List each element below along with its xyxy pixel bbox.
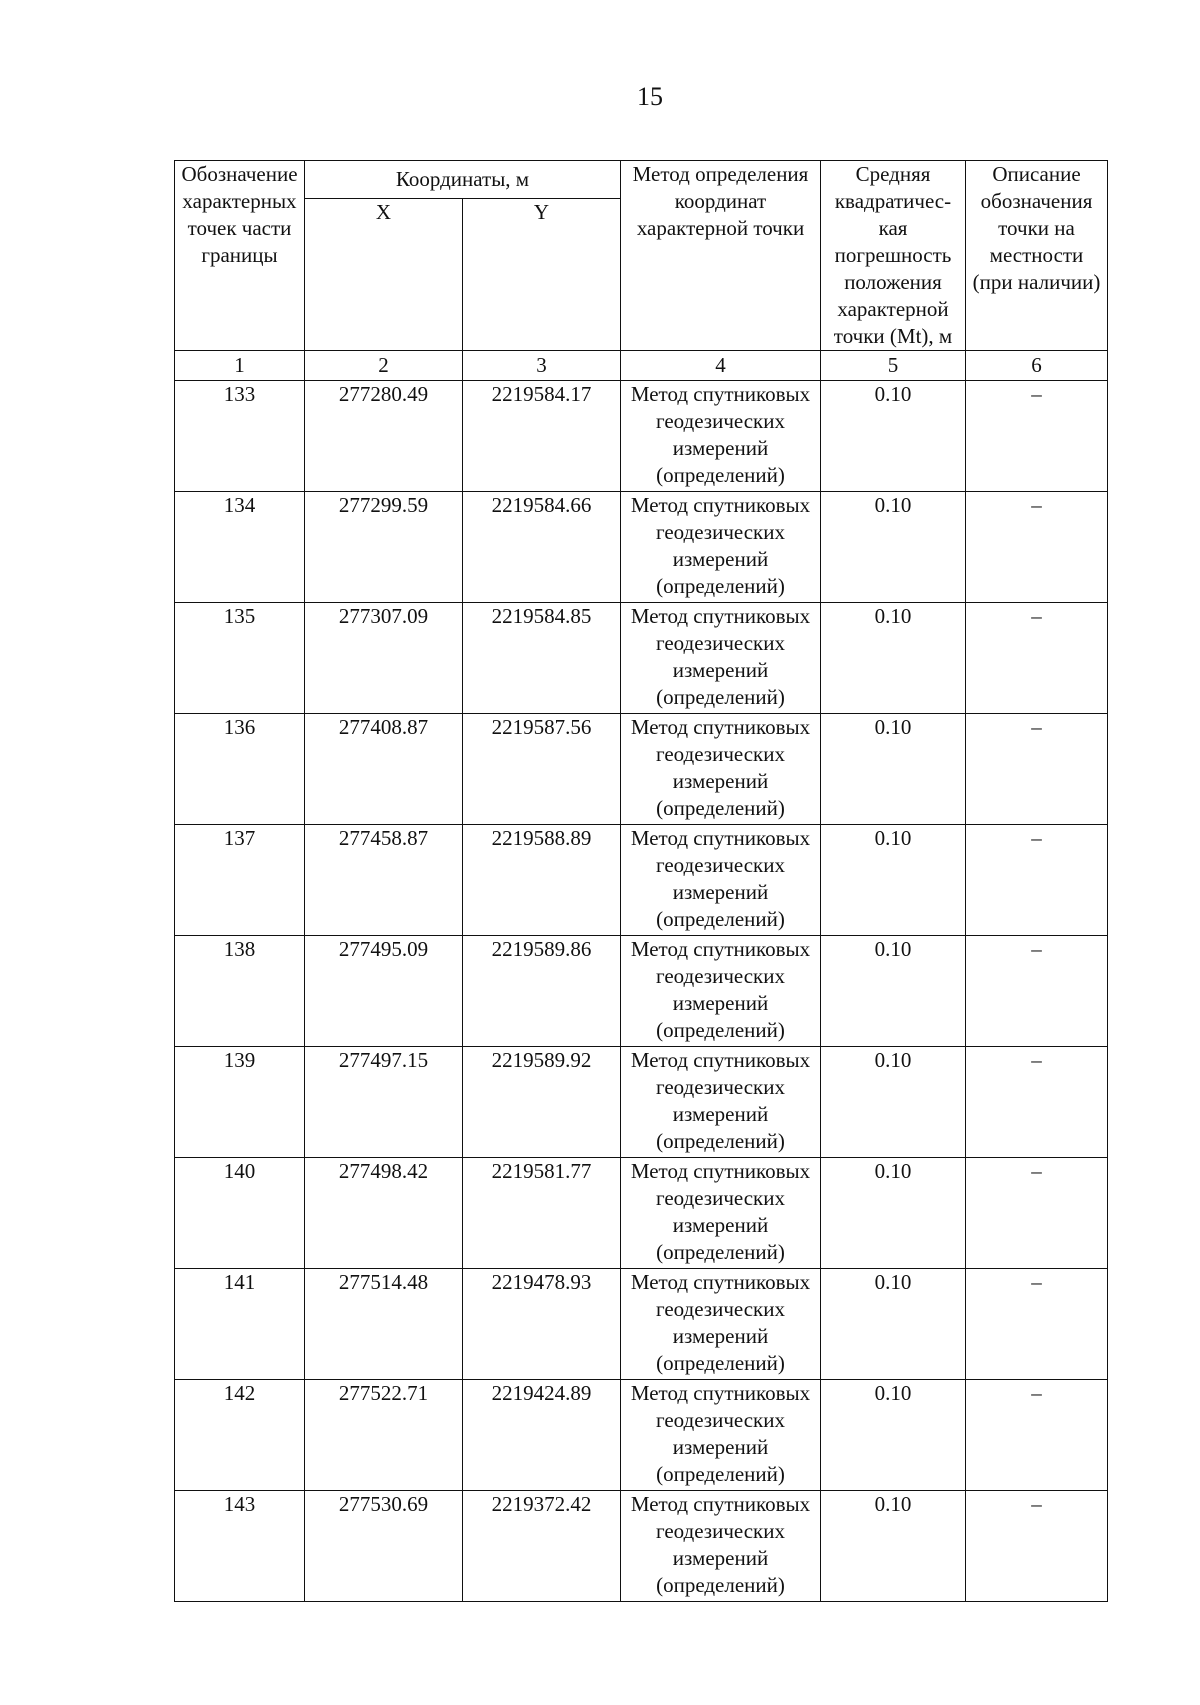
table-row	[175, 1269, 1108, 1380]
header-designation-line: характерных	[182, 189, 297, 213]
header-designation-line: Обозначение	[181, 162, 298, 186]
method-line: Метод спутниковых	[630, 937, 811, 961]
point-id-cell: 134	[175, 492, 305, 603]
method-line: геодезических	[655, 742, 785, 766]
x-coordinate-cell: 277495.09	[305, 936, 463, 1047]
method-cell	[621, 936, 821, 1047]
method-cell	[621, 1047, 821, 1158]
accuracy-cell: 0.10	[821, 936, 966, 1047]
method-line: Метод спутниковых	[630, 382, 811, 406]
header-description-line: обозначения	[980, 189, 1093, 213]
header-accuracy-line: положения	[844, 270, 942, 294]
header-method-line: характерной точки	[636, 216, 805, 240]
method-line: измерений	[672, 880, 769, 904]
method-cell	[621, 492, 821, 603]
description-cell: –	[966, 603, 1108, 714]
header-accuracy	[821, 161, 966, 351]
table-body	[175, 381, 1108, 1602]
header-accuracy-line: кая	[878, 216, 908, 240]
method-line: измерений	[672, 1435, 769, 1459]
table-row	[175, 603, 1108, 714]
header-accuracy-line: характерной	[837, 297, 949, 321]
y-coordinate-cell: 2219424.89	[463, 1380, 621, 1491]
y-coordinate-cell: 2219478.93	[463, 1269, 621, 1380]
header-method-line: Метод определения	[632, 162, 809, 186]
y-coordinate-cell: 2219589.86	[463, 936, 621, 1047]
accuracy-cell: 0.10	[821, 381, 966, 492]
description-cell: –	[966, 1158, 1108, 1269]
method-line: Метод спутниковых	[630, 826, 811, 850]
x-coordinate-cell: 277299.59	[305, 492, 463, 603]
method-cell	[621, 1269, 821, 1380]
table-row	[175, 1047, 1108, 1158]
column-number: 6	[966, 351, 1108, 381]
method-line: измерений	[672, 1102, 769, 1126]
y-coordinate-cell: 2219372.42	[463, 1491, 621, 1602]
table-row	[175, 1158, 1108, 1269]
coordinates-table	[174, 160, 1108, 1602]
method-line: Метод спутниковых	[630, 1048, 811, 1072]
method-line: (определений)	[656, 685, 785, 709]
header-accuracy-line: Средняя	[855, 162, 931, 186]
description-cell: –	[966, 492, 1108, 603]
accuracy-cell: 0.10	[821, 825, 966, 936]
header-accuracy-line: квадратичес-	[834, 189, 952, 213]
header-y: Y	[463, 199, 621, 351]
header-x: X	[305, 199, 463, 351]
method-line: измерений	[672, 991, 769, 1015]
method-line: Метод спутниковых	[630, 715, 811, 739]
method-cell	[621, 1380, 821, 1491]
header-accuracy-line: погрешность	[834, 243, 952, 267]
method-line: (определений)	[656, 796, 785, 820]
y-coordinate-cell: 2219584.66	[463, 492, 621, 603]
table-row	[175, 825, 1108, 936]
accuracy-cell: 0.10	[821, 492, 966, 603]
method-line: (определений)	[656, 1240, 785, 1264]
header-method	[621, 161, 821, 351]
method-line: геодезических	[655, 1519, 785, 1543]
method-line: (определений)	[656, 1018, 785, 1042]
method-line: (определений)	[656, 463, 785, 487]
table-row	[175, 936, 1108, 1047]
method-line: измерений	[672, 436, 769, 460]
method-line: (определений)	[656, 1129, 785, 1153]
point-id-cell: 140	[175, 1158, 305, 1269]
method-cell	[621, 381, 821, 492]
method-line: геодезических	[655, 520, 785, 544]
x-coordinate-cell: 277497.15	[305, 1047, 463, 1158]
header-description-line: (при наличии)	[972, 270, 1101, 294]
x-coordinate-cell: 277498.42	[305, 1158, 463, 1269]
method-line: (определений)	[656, 1351, 785, 1375]
table-row	[175, 714, 1108, 825]
header-designation-line: точек части	[187, 216, 292, 240]
y-coordinate-cell: 2219584.17	[463, 381, 621, 492]
header-designation	[175, 161, 305, 351]
y-coordinate-cell: 2219588.89	[463, 825, 621, 936]
point-id-cell: 136	[175, 714, 305, 825]
description-cell: –	[966, 714, 1108, 825]
table-row	[175, 381, 1108, 492]
accuracy-cell: 0.10	[821, 603, 966, 714]
table-row	[175, 1380, 1108, 1491]
accuracy-cell: 0.10	[821, 1047, 966, 1158]
column-number: 4	[621, 351, 821, 381]
method-line: измерений	[672, 547, 769, 571]
method-line: (определений)	[656, 907, 785, 931]
method-cell	[621, 1158, 821, 1269]
x-coordinate-cell: 277408.87	[305, 714, 463, 825]
point-id-cell: 133	[175, 381, 305, 492]
method-line: Метод спутниковых	[630, 1270, 811, 1294]
header-designation-line: границы	[201, 243, 278, 267]
header-row-top	[175, 161, 1108, 199]
method-line: геодезических	[655, 964, 785, 988]
method-cell	[621, 825, 821, 936]
x-coordinate-cell: 277530.69	[305, 1491, 463, 1602]
method-cell	[621, 1491, 821, 1602]
x-coordinate-cell: 277307.09	[305, 603, 463, 714]
point-id-cell: 142	[175, 1380, 305, 1491]
method-line: геодезических	[655, 1075, 785, 1099]
method-cell	[621, 714, 821, 825]
method-line: геодезических	[655, 853, 785, 877]
description-cell: –	[966, 936, 1108, 1047]
description-cell: –	[966, 1380, 1108, 1491]
description-cell: –	[966, 1269, 1108, 1380]
description-cell: –	[966, 1047, 1108, 1158]
description-cell: –	[966, 825, 1108, 936]
point-id-cell: 138	[175, 936, 305, 1047]
method-line: геодезических	[655, 1297, 785, 1321]
method-line: Метод спутниковых	[630, 604, 811, 628]
header-method-line: координат	[674, 189, 767, 213]
method-line: геодезических	[655, 409, 785, 433]
point-id-cell: 141	[175, 1269, 305, 1380]
header-description	[966, 161, 1108, 351]
method-line: измерений	[672, 1213, 769, 1237]
table-row	[175, 1491, 1108, 1602]
method-line: Метод спутниковых	[630, 493, 811, 517]
header-accuracy-line: точки (Mt), м	[833, 324, 953, 348]
description-cell: –	[966, 1491, 1108, 1602]
y-coordinate-cell: 2219581.77	[463, 1158, 621, 1269]
page-number: 15	[637, 82, 663, 111]
accuracy-cell: 0.10	[821, 1380, 966, 1491]
y-coordinate-cell: 2219589.92	[463, 1047, 621, 1158]
description-cell: –	[966, 381, 1108, 492]
header-row-numbers	[175, 351, 1108, 381]
point-id-cell: 135	[175, 603, 305, 714]
header-description-line: Описание	[992, 162, 1081, 186]
method-cell	[621, 603, 821, 714]
header-coordinates: Координаты, м	[305, 161, 621, 199]
y-coordinate-cell: 2219587.56	[463, 714, 621, 825]
table-row	[175, 492, 1108, 603]
method-line: измерений	[672, 1324, 769, 1348]
column-number: 3	[463, 351, 621, 381]
accuracy-cell: 0.10	[821, 1269, 966, 1380]
point-id-cell: 139	[175, 1047, 305, 1158]
column-number: 5	[821, 351, 966, 381]
method-line: (определений)	[656, 1462, 785, 1486]
y-coordinate-cell: 2219584.85	[463, 603, 621, 714]
point-id-cell: 137	[175, 825, 305, 936]
accuracy-cell: 0.10	[821, 1491, 966, 1602]
method-line: (определений)	[656, 1573, 785, 1597]
point-id-cell: 143	[175, 1491, 305, 1602]
x-coordinate-cell: 277522.71	[305, 1380, 463, 1491]
x-coordinate-cell: 277280.49	[305, 381, 463, 492]
x-coordinate-cell: 277458.87	[305, 825, 463, 936]
header-description-line: местности	[989, 243, 1084, 267]
method-line: Метод спутниковых	[630, 1492, 811, 1516]
method-line: геодезических	[655, 631, 785, 655]
accuracy-cell: 0.10	[821, 1158, 966, 1269]
method-line: Метод спутниковых	[630, 1381, 811, 1405]
method-line: измерений	[672, 769, 769, 793]
method-line: геодезических	[655, 1186, 785, 1210]
accuracy-cell: 0.10	[821, 714, 966, 825]
method-line: геодезических	[655, 1408, 785, 1432]
method-line: измерений	[672, 1546, 769, 1570]
method-line: измерений	[672, 658, 769, 682]
column-number: 2	[305, 351, 463, 381]
header-description-line: точки на	[998, 216, 1075, 240]
method-line: (определений)	[656, 574, 785, 598]
x-coordinate-cell: 277514.48	[305, 1269, 463, 1380]
method-line: Метод спутниковых	[630, 1159, 811, 1183]
column-number: 1	[175, 351, 305, 381]
